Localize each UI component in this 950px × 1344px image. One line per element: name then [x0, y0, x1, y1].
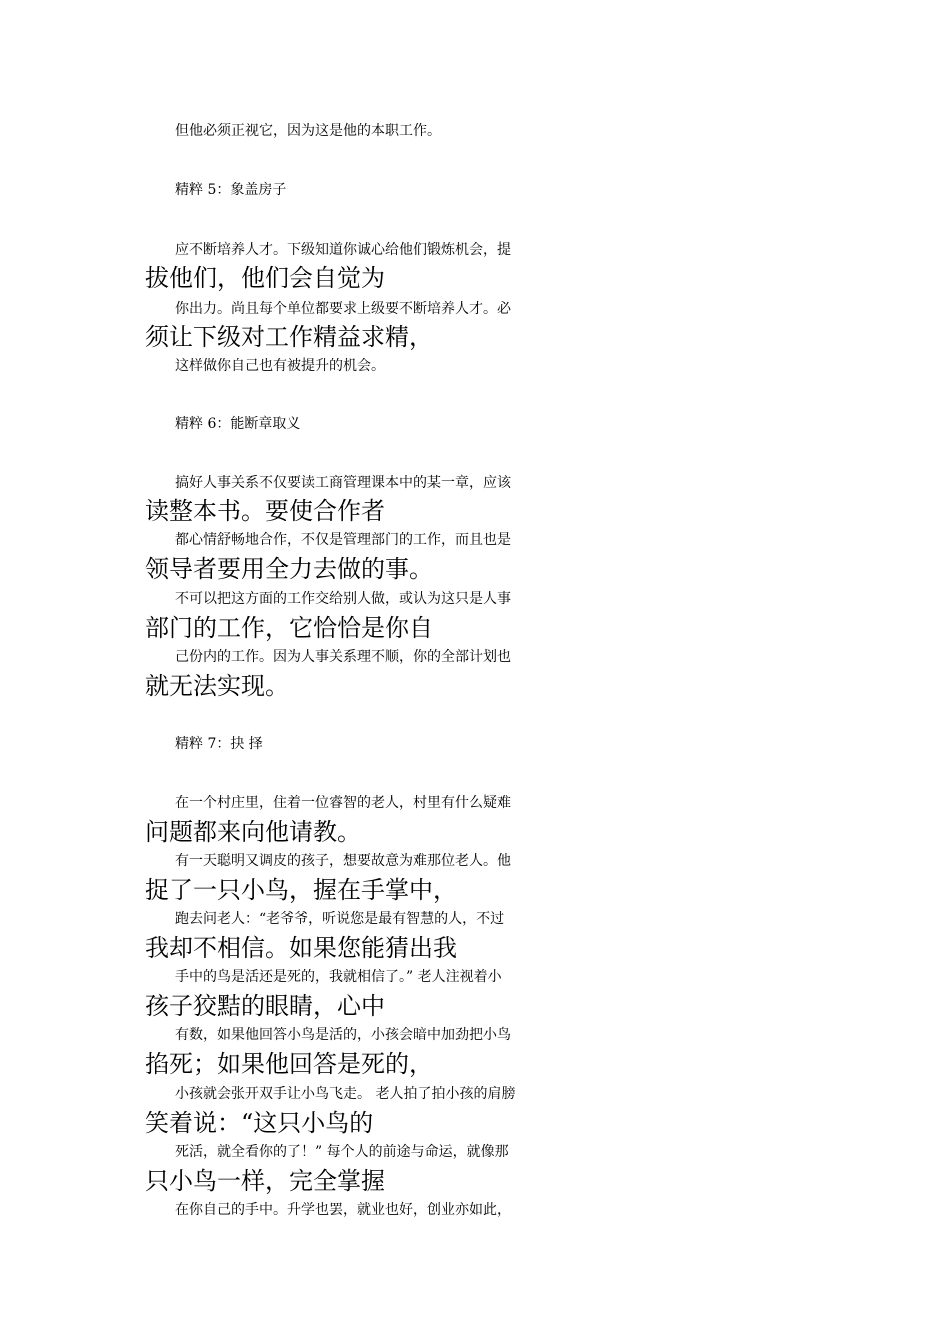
text-line: 就无法实现。 — [145, 672, 289, 700]
text-line: 捉了一只小鸟，握在手掌中， — [145, 876, 457, 904]
text-line: 领导者要用全力去做的事。 — [145, 555, 433, 583]
text-line: 你出力。尚且每个单位都要求上级要不断培养人才。必 — [175, 301, 511, 317]
section-heading: 精粹 7：抉 择 — [175, 736, 263, 752]
text-line: 我却不相信。如果您能猜出我 — [145, 934, 457, 962]
text-line: 搞好人事关系不仅要读工商管理课本中的某一章，应该 — [175, 475, 511, 491]
text-line: 己份内的工作。因为人事关系理不顺，你的全部计划也 — [175, 649, 511, 665]
text-line: 读整本书。要使合作者 — [145, 497, 385, 525]
text-line: 小孩就会张开双手让小鸟飞走。 老人拍了拍小孩的肩膀 — [175, 1086, 516, 1102]
text-line: 这样做你自己也有被提升的机会。 — [175, 358, 385, 374]
text-line: 死活，就全看你的了！” 每个人的前途与命运，就像那 — [175, 1144, 509, 1160]
text-line: 都心情舒畅地合作，不仅是管理部门的工作，而且也是 — [175, 532, 511, 548]
text-line: 跑去问老人：“老爷爷，听说您是最有智慧的人，不过 — [175, 911, 505, 927]
text-line: 孩子狡黠的眼睛，心中 — [145, 992, 385, 1020]
text-line: 部门的工作，它恰恰是你自 — [145, 614, 433, 642]
text-line: 笑着说：“这只小鸟的 — [145, 1109, 374, 1137]
text-line: 须让下级对工作精益求精， — [145, 323, 433, 351]
text-line: 在一个村庄里，住着一位睿智的老人，村里有什么疑难 — [175, 795, 511, 811]
text-line: 应不断培养人才。下级知道你诚心给他们锻炼机会，提 — [175, 242, 511, 258]
text-line: 手中的鸟是活还是死的，我就相信了。” 老人注视着小 — [175, 969, 502, 985]
section-heading: 精粹 6：能断章取义 — [175, 416, 301, 432]
text-line: 问题都来向他请教。 — [145, 818, 361, 846]
text-line: 有数，如果他回答小鸟是活的，小孩会暗中加劲把小鸟 — [175, 1027, 511, 1043]
text-line: 但他必须正视它，因为这是他的本职工作。 — [175, 123, 441, 139]
text-line: 只小鸟一样，完全掌握 — [145, 1167, 385, 1195]
text-line: 有一天聪明又调皮的孩子，想要故意为难那位老人。他 — [175, 853, 511, 869]
text-line: 不可以把这方面的工作交给别人做，或认为这只是人事 — [175, 591, 511, 607]
text-line: 掐死；如果他回答是死的， — [145, 1050, 433, 1078]
text-line: 在你自己的手中。升学也罢，就业也好，创业亦如此， — [175, 1202, 511, 1218]
section-heading: 精粹 5：象盖房子 — [175, 182, 287, 198]
text-line: 拔他们，他们会自觉为 — [145, 264, 385, 292]
